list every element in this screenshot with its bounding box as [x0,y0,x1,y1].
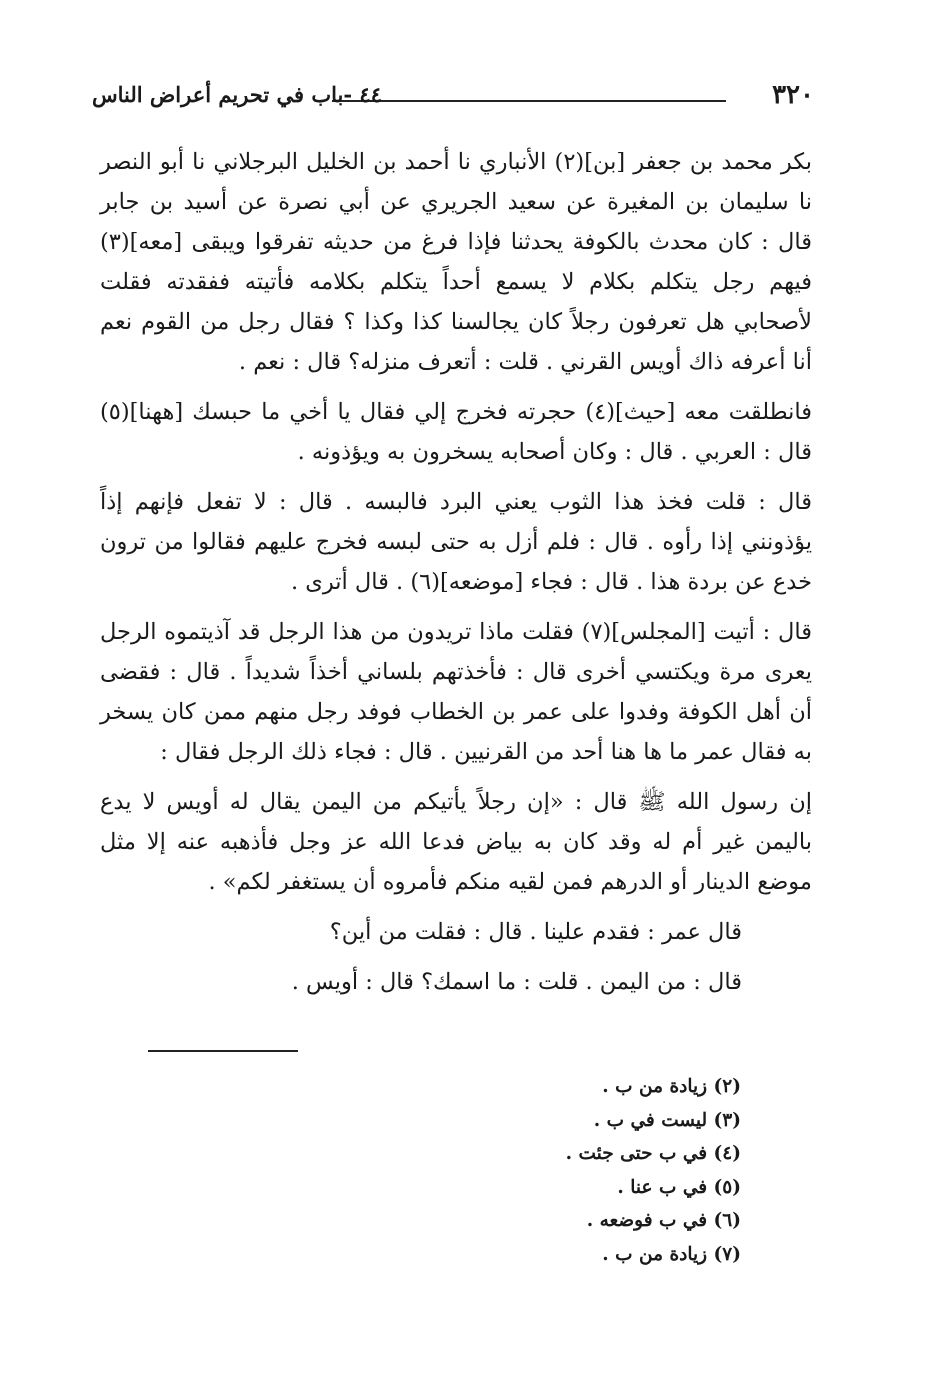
footnote: (٥) في ب عنا . [617,1176,741,1198]
paragraph: إن رسول الله ﷺ قال : «إن رجلاً يأتيكم من اليمن يقال له أويس لا يدع باليمن غير أم له وقد كان به بياض فدعا الله عز وجل فأذهبه عنه إلا مثل موضع الدينار أو الدرهم فمن لقيه منكم فأمروه أن يستغفر لكم» . [100,789,812,895]
header-rule [332,100,726,102]
main-text [100,142,812,1002]
footnote-separator [148,1050,298,1052]
paragraph: قال : أتيت [المجلس](٧) فقلت ماذا تريدون من هذا الرجل قد آذيتموه الرجل يعرى مرة ويكتسي أخرى قال : فأخذتهم بلساني أخذاً شديداً . قال : فقضى أن أهل الكوفة وفدوا على عمر بن الخطاب فوفد رجل منهم ممن كان يسخر به فقال عمر ما ها هنا أحد من القرنيين . قال : فجاء ذلك الرجل فقال : [100,619,813,765]
paragraph: قال عمر : فقدم علينا . قال : فقلت من أين؟ [329,919,742,945]
footnote: (٣) ليست في ب . [593,1109,741,1131]
paragraph: قال : قلت فخذ هذا الثوب يعني البرد فالبسه . قال : لا تفعل فإنهم إذاً يؤذونني إذا رأوه . قال : فلم أزل به حتى لبسه فخرج عليهم فقالوا من ترون خدع عن بردة هذا . قال : فجاء [موضعه](٦) . قال أترى . [100,489,812,595]
page-number: ٣٢٠ [772,80,814,110]
paragraph: قال : من اليمن . قلت : ما اسمك؟ قال : أويس . [291,969,742,995]
paragraph: فانطلقت معه [حيث](٤) حجرته فخرج إلي فقال يا أخي ما حبسك [ههنا](٥) قال : العربي . قال : وكان أصحابه يسخرون به ويؤذونه . [100,399,812,465]
footnote: (٢) زيادة من ب . [602,1076,741,1097]
running-header [92,78,814,118]
footnote: (٤) في ب حتى جئت . [565,1143,741,1164]
footnote: (٧) زيادة من ب . [602,1243,741,1265]
chapter-title: ٤٤ -باب في تحريم أعراض الناس [92,82,382,107]
paragraph: بكر محمد بن جعفر [بن](٢) الأنباري نا أحمد بن الخليل البرجلاني نا أبو النصر نا سليمان بن المغيرة عن سعيد الجريري عن أبي نصرة عن أسيد بن جابر قال : كان محدث بالكوفة يحدثنا فإذا فرغ من حديثه تفرقوا ويبقى [معه](٣) فيهم رجل يتكلم بكلام لا يسمع أحداً يتكلم بكلامه فأتيته ففقدته فقلت لأصحابي هل تعرفون رجلاً كان يجالسنا كذا وكذا ؟ فقال رجل من القوم نعم أنا أعرفه ذاك أويس القرني . قلت : أتعرف منزله؟ قال : نعم . [100,149,813,375]
footnote: (٦) في ب فوضعه . [586,1210,741,1231]
footnotes [341,1070,741,1271]
